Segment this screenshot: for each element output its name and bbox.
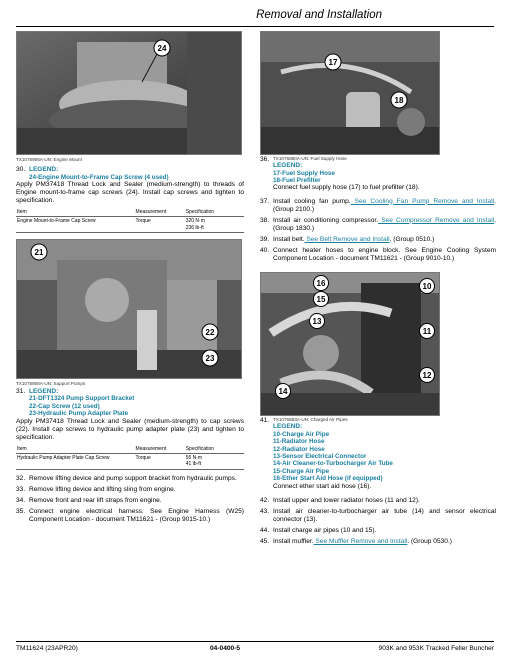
step-number: 36. [260,156,270,163]
step-number: 38. [260,216,270,224]
photo-caption: TX1076880A-UN: Fuel Supply Hose [273,156,347,161]
step-36 [260,156,496,193]
table-cell: Engine Mount-to-Frame Cap Screw [16,217,135,232]
legend-item: 24-Engine Mount-to-Frame Cap Screw (4 used) [29,173,169,181]
callout-22: 22 [205,327,215,337]
compressor-link[interactable]: See Compressor Remove and Install [378,216,495,224]
header-rule [16,26,494,27]
fuel-supply-photo [260,31,440,155]
step-text: . (Group 2100.) [273,197,496,213]
legend-title: LEGEND: [273,423,303,431]
table-header: Specification [185,208,244,217]
legend-title: LEGEND: [29,387,59,395]
callout-12: 12 [422,371,432,381]
engine-mount-photo [16,31,242,155]
step-37 [260,198,496,214]
step-number: 45. [260,538,270,546]
step-32 [16,475,244,483]
step-text: Remove front and rear lift straps from engine. [29,496,162,504]
table-header: Item [16,208,135,217]
legend-item: 12-Radiator Hose [273,445,325,453]
step-text: Install cooling fan pump. [273,197,351,205]
callout-18: 18 [394,96,404,105]
table-header: Measurement [135,208,185,217]
step-40 [260,247,496,263]
table-cell: 320 N·m [185,218,205,225]
spec-table [16,445,244,470]
step-33 [16,486,244,494]
table-cell: 55 N·m [185,455,203,462]
step-number: 35. [16,507,26,515]
step-44 [260,527,496,535]
step-number: 30. [16,166,26,173]
step-34 [16,497,244,505]
table-header: Measurement [135,445,185,454]
step-text: Install belt. [273,235,305,243]
callout-16: 16 [316,279,326,289]
table-header: Item [16,445,135,454]
legend-title: LEGEND: [29,166,59,173]
footer-doc-id: TM11624 (23APR20) [16,645,78,652]
step-text: Install muffler. [273,538,314,546]
section-title: Removal and Installation [256,9,382,21]
table-cell: Torque [135,454,185,469]
step-number: 43. [260,507,270,515]
belt-link[interactable]: See Belt Remove and Install [304,235,390,243]
step-number: 34. [16,496,26,504]
step-number: 40. [260,246,270,254]
step-number: 31. [16,387,26,395]
legend-title: LEGEND: [273,162,303,169]
legend-item: 16-Ether Start Aid Hose (if equipped) [273,475,383,483]
step-41 [260,417,496,491]
spec-table [16,208,244,233]
right-column [260,31,496,546]
footer-rule [16,641,494,642]
left-column [16,31,244,524]
step-31 [16,388,244,418]
callout-13: 13 [312,317,322,327]
step-text: Connect ether start aid hose (16). [273,482,372,490]
support-pumps-photo [16,239,242,379]
photo-caption: TX1076883A-UN: Charged Air Pipes [273,417,348,423]
step-text: Apply PM37418 Thread Lock and Sealer (medium-strength) to cap screws (22). Install cap screws to hydraulic pump adapter plate (23) and tighten to specification. [16,417,244,441]
step-text: Install air conditioning compressor. [273,216,379,224]
legend-item: 14-Air Cleaner-to-Turbocharger Air Tube [273,460,393,468]
legend-item: 13-Sensor Electrical Connector [273,452,367,460]
legend-item: 18-Fuel Prefilter [273,177,321,184]
step-text: Connect heater hoses to engine block. See Engine Cooling System Component Location - document TM11621 - (Group 9010-10.) [273,246,496,263]
step-text: . (Group 1830.) [273,216,496,232]
step-text: Remove lifting device and lifting sling from engine. [29,485,176,493]
legend-item: 15-Charge Air Pipe [273,467,330,475]
cooling-fan-pump-link[interactable]: See Cooling Fan Pump Remove and Install [350,197,495,205]
step-text: Connect engine electrical harness. See Engine Harness (W25) Component Location - document TM11621 - (Group 9015-10.) [29,507,244,523]
step-number: 39. [260,235,270,243]
photo-caption: TX1076908A-UN: Support Pumps [16,380,86,386]
callout-21: 21 [34,247,44,257]
step-42 [260,497,496,505]
legend-item: 17-Fuel Supply Hose [273,169,335,177]
step-text: Install air cleaner-to-turbocharger air tube (14) and sensor electrical connector (13). [273,507,496,523]
muffler-link[interactable]: See Muffler Remove and Install [313,538,408,546]
table-cell: Hydraulic Pump Adapter Plate Cap Screw [16,454,135,469]
step-text: Apply PM37418 Thread Lock and Sealer (medium-strength) to threads of Engine mount-to-frame cap screws (24). Install cap screws and tighten to specification. [16,181,244,205]
footer-model: 903K and 953K Tracked Feller Buncher [378,645,494,652]
callout-11: 11 [422,327,432,337]
table-cell: Torque [135,217,185,232]
step-number: 37. [260,197,270,205]
step-text: Remove lifting device and pump support bracket from hydraulic pumps. [29,474,237,482]
photo-caption: TX1076906A-UN: Engine Mount [16,157,82,162]
legend-item: 21-DFT1324 Pump Support Bracket [29,395,135,403]
legend-item: 22-Cap Screw (12 used) [29,402,100,410]
step-number: 33. [16,485,26,493]
step-43 [260,508,496,524]
step-text: Connect fuel supply hose (17) to fuel prefilter (18). [273,184,420,192]
table-cell: 236 lb-ft [185,224,204,231]
step-number: 44. [260,526,270,534]
step-45 [260,538,496,546]
step-39 [260,236,496,244]
callout-15: 15 [316,295,326,305]
step-38 [260,217,496,233]
step-number: 42. [260,496,270,504]
step-number: 32. [16,474,26,482]
callout-24: 24 [157,44,167,53]
callout-10: 10 [422,282,432,292]
table-header: Specification [185,445,244,454]
step-text: Install charge air pipes (10 and 15). [273,526,377,534]
step-text: . (Group 0510.) [389,235,435,243]
step-text: . (Group 0530.) [407,538,452,546]
step-35 [16,508,244,524]
charged-air-pipes-photo [260,272,440,416]
callout-23: 23 [205,353,215,363]
page-header [0,0,510,30]
legend-item: 11-Radiator Hose [273,438,325,446]
step-text: Install upper and lower radiator hoses (11 and 12). [273,496,420,504]
legend-item: 23-Hydraulic Pump Adapter Plate [29,410,129,418]
legend-item: 10-Charge Air Pipe [273,430,330,438]
table-cell: 41 lb-ft [185,461,201,468]
callout-17: 17 [328,58,338,67]
step-number: 41. [260,417,270,425]
footer-page-number: 04-0400-5 [210,645,241,652]
callout-14: 14 [278,387,288,397]
step-30 [16,166,244,181]
